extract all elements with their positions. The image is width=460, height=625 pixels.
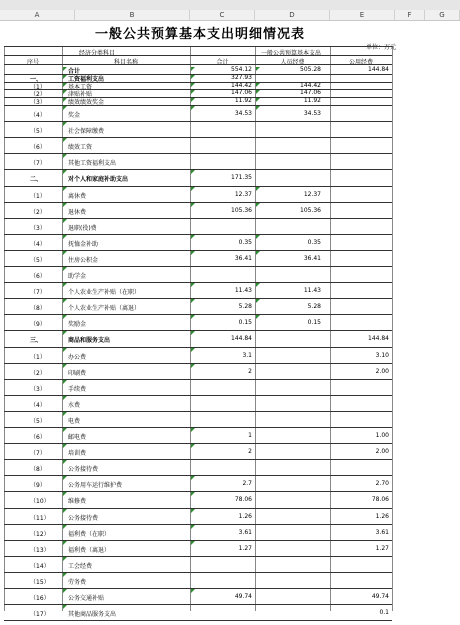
table-row[interactable] — [0, 443, 460, 459]
cell-warning-icon — [256, 235, 260, 239]
table-row[interactable] — [0, 427, 460, 443]
column-header-c[interactable]: C — [190, 10, 255, 20]
table-row[interactable] — [0, 153, 460, 169]
table-row[interactable] — [0, 540, 460, 556]
subject-name-cell[interactable]: 商品和服务支出 — [68, 337, 111, 345]
personnel-cell[interactable]: 147.06 — [300, 89, 321, 97]
public-cell[interactable]: 1.00 — [375, 432, 389, 439]
public-cell[interactable]: 1.26 — [375, 512, 389, 520]
public-cell[interactable]: 1.27 — [375, 544, 389, 552]
header-border — [4, 64, 392, 65]
row-border — [4, 620, 392, 621]
subject-name-cell[interactable]: 合计 — [68, 68, 81, 75]
subject-name-cell[interactable]: 劳务费 — [68, 578, 87, 586]
table-row[interactable] — [0, 234, 460, 250]
seq-cell[interactable]: （17） — [30, 611, 50, 619]
seq-cell[interactable]: （9） — [30, 321, 46, 329]
subject-name-cell[interactable]: 公务用车运行维护费 — [68, 482, 123, 490]
seq-cell[interactable]: （2） — [30, 208, 46, 216]
table-row[interactable] — [0, 186, 460, 202]
cell-warning-icon — [256, 315, 260, 319]
cell-warning-icon — [191, 83, 195, 87]
total-cell[interactable]: 147.06 — [231, 89, 252, 97]
cell-warning-icon — [256, 83, 260, 87]
subject-name-cell[interactable]: 住房公积金 — [68, 256, 99, 264]
table-row[interactable] — [0, 379, 460, 395]
subject-name-cell[interactable]: 公务接待费 — [68, 466, 99, 474]
table-row[interactable] — [0, 97, 460, 105]
cell-warning-icon — [191, 428, 195, 432]
public-cell[interactable]: 2.70 — [375, 480, 389, 488]
cell-warning-icon — [256, 67, 260, 71]
cell-warning-icon — [63, 90, 67, 94]
cell-warning-icon — [256, 299, 260, 303]
cell-warning-icon — [191, 476, 195, 480]
subject-name-cell[interactable]: 对个人和家庭补助支出 — [68, 176, 129, 184]
subject-name-cell[interactable]: 绩效绩效奖金 — [68, 99, 105, 107]
subject-name-cell[interactable]: 离休费 — [68, 192, 87, 200]
total-cell[interactable]: 12.37 — [234, 190, 252, 198]
table-row[interactable] — [0, 347, 460, 363]
subject-name-cell[interactable]: 个人农业生产补贴（在职） — [68, 289, 141, 297]
total-cell[interactable]: 49.74 — [234, 593, 252, 600]
cell-warning-icon — [63, 106, 67, 110]
cell-warning-icon — [63, 219, 67, 223]
table-row[interactable] — [0, 121, 460, 137]
table-row[interactable] — [0, 298, 460, 314]
table-row[interactable] — [0, 250, 460, 266]
table-row[interactable] — [0, 395, 460, 411]
subject-name-cell[interactable]: 基本工资 — [68, 83, 93, 91]
seq-cell[interactable]: 三、 — [30, 337, 43, 345]
seq-cell[interactable]: 二、 — [30, 176, 43, 184]
column-header-e[interactable]: E — [330, 10, 395, 20]
cell-warning-icon — [191, 364, 195, 368]
subject-name-cell[interactable]: 福利费（离退） — [68, 546, 111, 554]
public-cell[interactable]: 2.00 — [375, 448, 389, 456]
cell-warning-icon — [63, 267, 67, 271]
subject-name-cell[interactable]: 福利费（在职） — [68, 530, 111, 538]
table-row[interactable] — [0, 363, 460, 379]
cell-warning-icon — [191, 235, 195, 239]
cell-warning-icon — [191, 525, 195, 529]
personnel-cell[interactable]: 11.92 — [303, 97, 321, 105]
total-cell[interactable]: 34.53 — [234, 110, 252, 117]
cell-warning-icon — [63, 460, 67, 464]
subject-name-cell[interactable]: 电费 — [68, 417, 81, 425]
header-seq: 序号 — [26, 59, 39, 66]
total-cell[interactable]: 1.27 — [238, 544, 252, 552]
cell-warning-icon — [191, 541, 195, 545]
total-cell[interactable]: 11.92 — [234, 97, 252, 105]
seq-cell[interactable]: （7） — [30, 289, 46, 297]
personnel-cell[interactable]: 11.43 — [303, 287, 321, 295]
seq-cell[interactable]: （4） — [30, 112, 46, 119]
cell-warning-icon — [191, 348, 195, 352]
subject-name-cell[interactable]: 公务交通补贴 — [68, 595, 105, 602]
total-cell[interactable]: 1.26 — [238, 512, 252, 520]
cell-warning-icon — [191, 589, 195, 593]
total-cell[interactable]: 554.12 — [231, 66, 252, 73]
table-row[interactable] — [0, 330, 460, 346]
cell-warning-icon — [191, 509, 195, 513]
cell-warning-icon — [191, 187, 195, 191]
subject-name-cell[interactable]: 奖励金 — [68, 321, 87, 329]
column-header-b[interactable]: B — [75, 10, 190, 20]
table-row[interactable] — [0, 89, 460, 97]
seq-cell[interactable]: （11） — [30, 514, 50, 522]
cell-warning-icon — [63, 83, 67, 87]
cell-warning-icon — [256, 251, 260, 255]
table-row[interactable] — [0, 588, 460, 604]
subject-name-cell[interactable]: 印刷费 — [68, 369, 87, 377]
cell-warning-icon — [63, 492, 67, 496]
cell-warning-icon — [63, 364, 67, 368]
cell-warning-icon — [63, 428, 67, 432]
table-row[interactable] — [0, 74, 460, 82]
subject-name-cell[interactable]: 邮电费 — [68, 434, 87, 441]
subject-name-cell[interactable]: 其他工资福利支出 — [68, 160, 117, 168]
cell-warning-icon — [63, 98, 67, 102]
page-title: 一般公共预算基本支出明细情况表 — [94, 27, 305, 42]
cell-warning-icon — [191, 251, 195, 255]
cell-warning-icon — [191, 299, 195, 303]
table-row[interactable] — [0, 572, 460, 588]
cell-warning-icon — [63, 154, 67, 158]
seq-cell[interactable]: （1） — [30, 192, 46, 200]
table-row[interactable] — [0, 604, 460, 620]
table-row[interactable] — [0, 491, 460, 507]
cell-warning-icon — [63, 331, 67, 335]
table-row[interactable] — [0, 169, 460, 185]
cell-warning-icon — [63, 170, 67, 174]
cell-warning-icon — [63, 299, 67, 303]
seq-cell[interactable]: （3） — [30, 99, 46, 107]
personnel-cell[interactable]: 5.28 — [307, 303, 321, 311]
cell-warning-icon — [191, 106, 195, 110]
table-row[interactable] — [0, 218, 460, 234]
table-row[interactable] — [0, 137, 460, 153]
header-subject-name: 科目名称 — [113, 59, 138, 66]
seq-cell[interactable]: （2） — [30, 91, 46, 99]
seq-cell[interactable]: 一、 — [30, 75, 43, 83]
cell-warning-icon — [256, 187, 260, 191]
cell-warning-icon — [63, 138, 67, 142]
cell-warning-icon — [63, 589, 67, 593]
cell-warning-icon — [191, 75, 195, 79]
subject-name-cell[interactable]: 水费 — [68, 401, 81, 409]
cell-warning-icon — [63, 348, 67, 352]
total-cell[interactable]: 171.35 — [231, 174, 252, 182]
subject-name-cell[interactable]: 社会保障缴费 — [68, 128, 105, 136]
table-row[interactable] — [0, 82, 460, 90]
total-cell[interactable]: 11.43 — [234, 287, 252, 295]
subject-name-cell[interactable]: 退休费 — [68, 208, 87, 216]
cell-warning-icon — [63, 283, 67, 287]
seq-cell[interactable]: （4） — [30, 401, 46, 409]
cell-warning-icon — [63, 444, 67, 448]
personnel-cell[interactable]: 0.35 — [307, 238, 321, 246]
public-cell[interactable]: 3.10 — [375, 351, 389, 359]
personnel-cell[interactable]: 0.15 — [307, 319, 321, 327]
cell-warning-icon — [63, 557, 67, 561]
subject-name-cell[interactable]: 助学金 — [68, 273, 87, 280]
subject-name-cell[interactable]: 绩效工资 — [68, 144, 93, 152]
seq-cell[interactable]: （2） — [30, 369, 46, 377]
subject-name-cell[interactable]: 公务接待费 — [68, 514, 99, 522]
total-cell[interactable]: 1 — [248, 432, 252, 439]
cell-warning-icon — [256, 98, 260, 102]
table-row[interactable] — [0, 314, 460, 330]
cell-warning-icon — [191, 283, 195, 287]
cell-warning-icon — [63, 476, 67, 480]
seq-cell[interactable]: （14） — [30, 562, 50, 570]
cell-warning-icon — [63, 122, 67, 126]
total-cell[interactable]: 144.84 — [231, 335, 252, 343]
seq-cell[interactable]: （12） — [30, 530, 50, 538]
cell-warning-icon — [191, 170, 195, 174]
personnel-cell[interactable]: 34.53 — [303, 110, 321, 117]
subject-name-cell[interactable]: 培训费 — [68, 450, 87, 458]
personnel-cell[interactable]: 144.42 — [300, 81, 321, 89]
cell-warning-icon — [256, 203, 260, 207]
seq-cell[interactable]: （1） — [30, 83, 46, 91]
table-row[interactable] — [0, 282, 460, 298]
public-cell[interactable]: 2.00 — [375, 367, 389, 375]
cell-warning-icon — [191, 444, 195, 448]
cell-warning-icon — [63, 203, 67, 207]
total-cell[interactable]: 2 — [248, 448, 252, 456]
total-cell[interactable]: 2.7 — [242, 480, 252, 488]
personnel-cell[interactable]: 505.28 — [300, 66, 321, 73]
table-row[interactable] — [0, 475, 460, 491]
seq-cell[interactable]: （7） — [30, 450, 46, 458]
table-row[interactable] — [0, 266, 460, 282]
public-cell[interactable]: 144.84 — [368, 66, 389, 73]
subject-name-cell[interactable]: 工资福利支出 — [68, 75, 105, 83]
seq-cell[interactable]: （5） — [30, 256, 46, 264]
cell-warning-icon — [63, 251, 67, 255]
cell-warning-icon — [63, 187, 67, 191]
table-row[interactable] — [0, 105, 460, 121]
subject-name-cell[interactable]: 其他商品服务支出 — [68, 611, 117, 619]
total-cell[interactable]: 3.1 — [242, 351, 252, 359]
cell-warning-icon — [63, 396, 67, 400]
cell-warning-icon — [63, 541, 67, 545]
total-cell[interactable]: 36.41 — [234, 254, 252, 262]
cell-warning-icon — [63, 67, 67, 71]
public-cell[interactable]: 144.84 — [368, 335, 389, 343]
total-cell[interactable]: 78.06 — [234, 496, 252, 504]
subject-name-cell[interactable]: 维修费 — [68, 498, 87, 506]
total-cell[interactable]: 144.42 — [231, 81, 252, 89]
cell-warning-icon — [63, 380, 67, 384]
header-public: 公用经费 — [348, 59, 373, 66]
header-budget-basic: 一般公共预算基本支出 — [260, 50, 321, 57]
seq-cell[interactable]: （4） — [30, 240, 46, 248]
table-row[interactable] — [0, 66, 460, 74]
unit-label: 单位：万元 — [365, 44, 396, 51]
personnel-cell[interactable]: 105.36 — [300, 206, 321, 214]
table-row[interactable] — [0, 411, 460, 427]
cell-warning-icon — [191, 67, 195, 71]
cell-warning-icon — [63, 315, 67, 319]
column-header-f[interactable]: F — [395, 10, 425, 20]
cell-warning-icon — [256, 106, 260, 110]
total-cell[interactable]: 2 — [248, 367, 252, 375]
total-cell[interactable]: 3.61 — [238, 528, 252, 536]
seq-cell[interactable]: （8） — [30, 305, 46, 313]
seq-cell[interactable]: （6） — [30, 434, 46, 441]
seq-cell[interactable]: （7） — [30, 160, 46, 168]
header-personnel: 人员经费 — [280, 59, 305, 66]
seq-cell[interactable]: （6） — [30, 273, 46, 280]
total-cell[interactable]: 105.36 — [231, 206, 252, 214]
header-econ-class: 经济分类科目 — [78, 50, 115, 57]
table-row[interactable] — [0, 459, 460, 475]
subject-name-cell[interactable]: 个人农业生产补贴（离退） — [68, 305, 141, 313]
personnel-cell[interactable]: 36.41 — [303, 254, 321, 262]
seq-cell[interactable]: （10） — [30, 498, 50, 506]
public-cell[interactable]: 49.74 — [371, 593, 389, 600]
cell-warning-icon — [63, 573, 67, 577]
total-cell[interactable]: 0.35 — [238, 238, 252, 246]
subject-name-cell[interactable]: 办公费 — [68, 353, 87, 361]
toolbar-strip — [0, 0, 460, 10]
cell-warning-icon — [191, 203, 195, 207]
cell-warning-icon — [63, 412, 67, 416]
subject-name-cell[interactable]: 奖金 — [68, 112, 81, 119]
seq-cell[interactable]: （13） — [30, 546, 50, 554]
seq-cell[interactable]: （3） — [30, 224, 46, 232]
header-total: 合计 — [216, 59, 229, 66]
seq-cell[interactable]: （8） — [30, 466, 46, 474]
public-cell[interactable]: 3.61 — [375, 528, 389, 536]
seq-cell[interactable]: （5） — [30, 417, 46, 425]
seq-cell[interactable]: （1） — [30, 353, 46, 361]
cell-warning-icon — [191, 492, 195, 496]
header-border — [4, 46, 392, 47]
personnel-cell[interactable]: 12.37 — [303, 190, 321, 198]
table-row[interactable] — [0, 202, 460, 218]
total-cell[interactable]: 5.28 — [238, 303, 252, 311]
table-row[interactable] — [0, 524, 460, 540]
total-cell[interactable]: 327.93 — [231, 73, 252, 81]
header-border — [4, 55, 392, 56]
seq-cell[interactable]: （6） — [30, 144, 46, 152]
seq-cell[interactable]: （16） — [30, 595, 50, 602]
cell-warning-icon — [63, 525, 67, 529]
column-header-a[interactable]: A — [0, 10, 75, 20]
total-cell[interactable]: 0.15 — [238, 319, 252, 327]
seq-cell[interactable]: （3） — [30, 385, 46, 393]
cell-warning-icon — [63, 235, 67, 239]
cell-warning-icon — [191, 98, 195, 102]
cell-warning-icon — [191, 331, 195, 335]
subject-name-cell[interactable]: 抚恤金补助 — [68, 240, 99, 248]
public-cell[interactable]: 0.1 — [379, 609, 389, 617]
cell-warning-icon — [191, 90, 195, 94]
subject-name-cell[interactable]: 津贴补贴 — [68, 91, 93, 99]
column-header-d[interactable]: D — [255, 10, 330, 20]
seq-cell[interactable]: （9） — [30, 482, 46, 490]
column-header-g[interactable]: G — [425, 10, 460, 20]
subject-name-cell[interactable]: 工会经费 — [68, 562, 93, 570]
subject-name-cell[interactable]: 手续费 — [68, 385, 87, 393]
cell-warning-icon — [256, 90, 260, 94]
subject-name-cell[interactable]: 退职(役)费 — [68, 224, 97, 232]
cell-warning-icon — [63, 605, 67, 609]
public-cell[interactable]: 78.06 — [371, 496, 389, 504]
cell-warning-icon — [191, 315, 195, 319]
cell-warning-icon — [63, 509, 67, 513]
cell-warning-icon — [63, 75, 67, 79]
table-row[interactable] — [0, 508, 460, 524]
seq-cell[interactable]: （5） — [30, 128, 46, 136]
table-row[interactable] — [0, 556, 460, 572]
seq-cell[interactable]: （15） — [30, 578, 50, 586]
cell-warning-icon — [256, 283, 260, 287]
